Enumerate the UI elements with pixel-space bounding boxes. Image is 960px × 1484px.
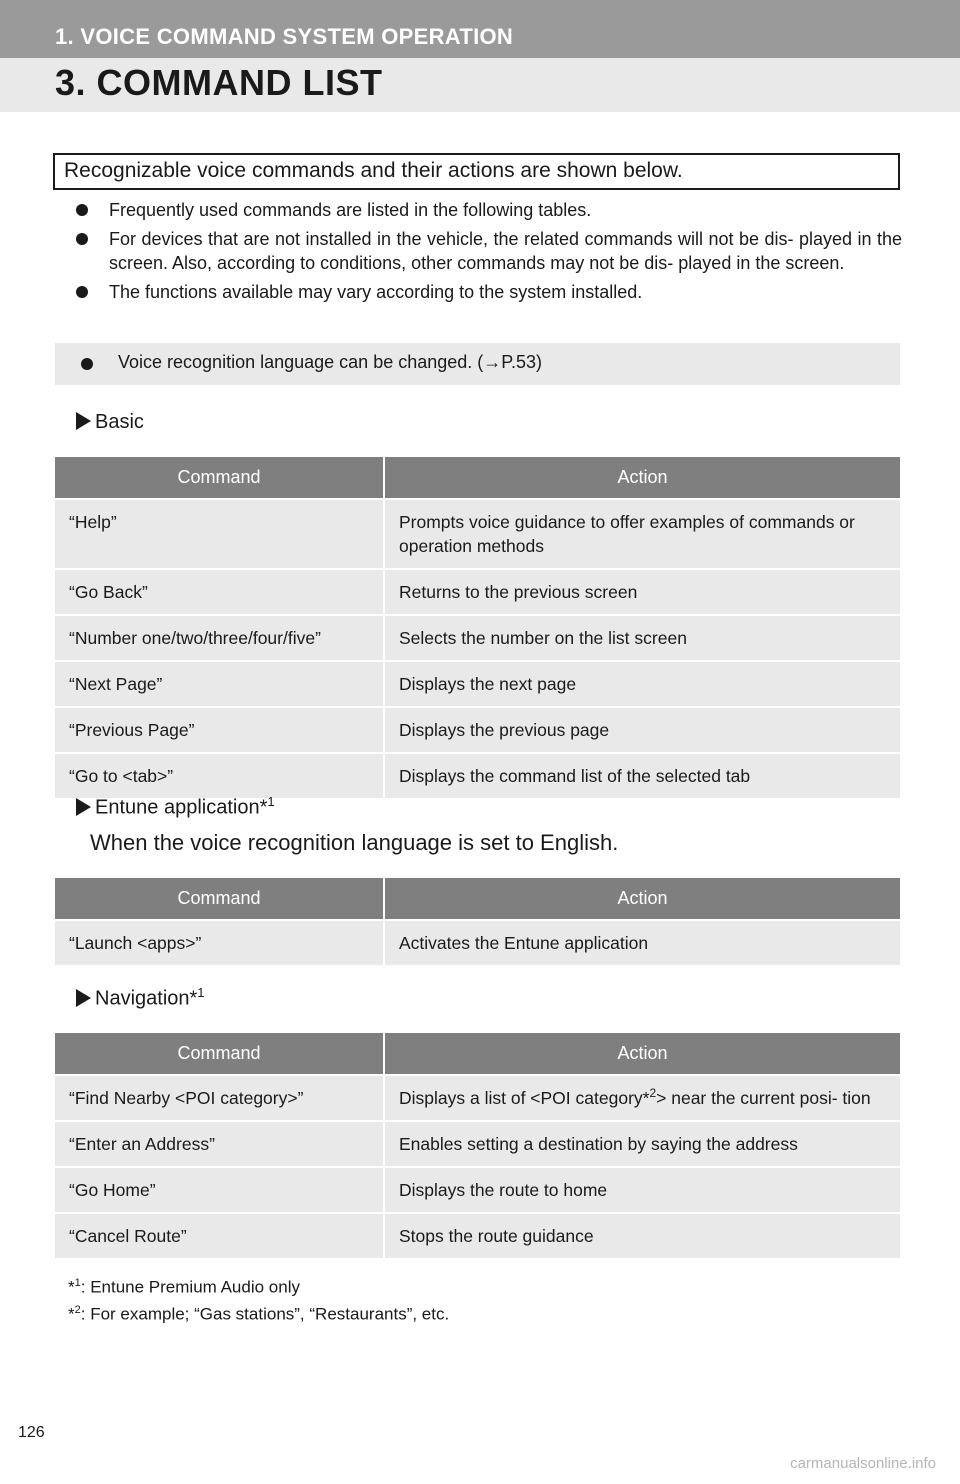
command-cell: “Go to <tab>” bbox=[55, 753, 384, 798]
language-note bbox=[55, 343, 900, 385]
command-cell: “Go Back” bbox=[55, 569, 384, 615]
footnote-marker: 1 bbox=[197, 985, 205, 1000]
command-cell: “Previous Page” bbox=[55, 707, 384, 753]
action-cell: Stops the route guidance bbox=[384, 1213, 900, 1258]
bullet-text: Frequently used commands are listed in the following tables. bbox=[109, 200, 592, 220]
action-cell: Displays the next page bbox=[384, 661, 900, 707]
navigation-heading bbox=[76, 985, 205, 1011]
bullet-dot-icon bbox=[81, 358, 93, 370]
footnote-text: : Entune Premium Audio only bbox=[80, 1277, 300, 1297]
command-cell: “Cancel Route” bbox=[55, 1213, 384, 1258]
triangle-right-icon bbox=[76, 989, 91, 1007]
table-row bbox=[55, 569, 900, 615]
bullet-dot-icon bbox=[76, 233, 88, 245]
action-cell: Displays the previous page bbox=[384, 707, 900, 753]
table-row bbox=[55, 499, 900, 569]
command-cell: “Enter an Address” bbox=[55, 1121, 384, 1167]
column-header-command: Command bbox=[55, 878, 384, 920]
table-row bbox=[55, 1075, 900, 1121]
basic-heading bbox=[76, 411, 144, 434]
bullet-text: For devices that are not installed in the vehicle, the related commands will not be dis- played in the screen. Also, according to conditions, other commands may not be dis- played in the screen. bbox=[109, 229, 902, 273]
navigation-heading-text: Navigation* bbox=[95, 987, 198, 1010]
action-cell: Displays the route to home bbox=[384, 1167, 900, 1213]
action-cell: Enables setting a destination by saying the address bbox=[384, 1121, 900, 1167]
page-title: 3. COMMAND LIST bbox=[55, 62, 383, 103]
intro-box bbox=[53, 153, 900, 190]
triangle-right-icon bbox=[76, 798, 91, 816]
command-cell: “Next Page” bbox=[55, 661, 384, 707]
table-header-row bbox=[55, 878, 900, 920]
footnote-mark: * bbox=[68, 1277, 75, 1297]
triangle-right-icon bbox=[76, 412, 91, 430]
action-cell bbox=[384, 1075, 900, 1121]
basic-command-table bbox=[55, 457, 900, 798]
bullet-item bbox=[72, 280, 902, 304]
footnote-item bbox=[68, 1272, 449, 1299]
footnote-marker: 1 bbox=[74, 1277, 81, 1289]
table-row bbox=[55, 707, 900, 753]
footnote-mark: * bbox=[68, 1304, 75, 1324]
table-header-row bbox=[55, 457, 900, 499]
table-header-row bbox=[55, 1033, 900, 1075]
command-cell: “Go Home” bbox=[55, 1167, 384, 1213]
table-row bbox=[55, 661, 900, 707]
action-cell: Returns to the previous screen bbox=[384, 569, 900, 615]
column-header-command: Command bbox=[55, 1033, 384, 1075]
table-row bbox=[55, 1213, 900, 1258]
table-row bbox=[55, 1121, 900, 1167]
column-header-action: Action bbox=[384, 878, 900, 920]
bullet-list bbox=[72, 198, 902, 309]
footnote-marker: 2 bbox=[74, 1303, 81, 1316]
intro-text: Recognizable voice commands and their actions are shown below. bbox=[64, 159, 683, 182]
command-cell: “Number one/two/three/four/five” bbox=[55, 615, 384, 661]
watermark: carmanualsonline.info bbox=[790, 1455, 936, 1472]
table-row bbox=[55, 1167, 900, 1213]
footnote-text: : For example; “Gas stations”, “Restaurants”, etc. bbox=[80, 1304, 450, 1324]
table-row bbox=[55, 920, 900, 965]
entune-heading-text: Entune application* bbox=[95, 796, 268, 819]
footnote-marker: 1 bbox=[267, 794, 275, 809]
bullet-dot-icon bbox=[76, 204, 88, 216]
navigation-command-table bbox=[55, 1033, 900, 1258]
bullet-item bbox=[72, 198, 902, 222]
action-text: > near the current posi- tion bbox=[656, 1088, 871, 1108]
section-label: 1. VOICE COMMAND SYSTEM OPERATION bbox=[55, 24, 514, 49]
bullet-item bbox=[72, 227, 902, 275]
table-row bbox=[55, 615, 900, 661]
entune-command-table bbox=[55, 878, 900, 965]
action-cell: Selects the number on the list screen bbox=[384, 615, 900, 661]
command-cell: “Find Nearby <POI category>” bbox=[55, 1075, 384, 1121]
header-band bbox=[0, 0, 960, 112]
table-row bbox=[55, 753, 900, 798]
column-header-action: Action bbox=[384, 457, 900, 499]
bullet-text: The functions available may vary according to the system installed. bbox=[109, 282, 643, 302]
entune-language-note: When the voice recognition language is set to English. bbox=[90, 830, 619, 855]
entune-heading bbox=[76, 794, 275, 820]
command-cell: “Launch <apps>” bbox=[55, 920, 384, 965]
footnote-item bbox=[68, 1299, 449, 1326]
command-cell: “Help” bbox=[55, 499, 384, 569]
action-text: Displays a list of <POI category* bbox=[399, 1088, 650, 1108]
bullet-dot-icon bbox=[76, 286, 88, 298]
action-cell: Prompts voice guidance to offer examples of commands or operation methods bbox=[384, 499, 900, 569]
page-number: 126 bbox=[18, 1424, 45, 1441]
column-header-action: Action bbox=[384, 1033, 900, 1075]
language-note-text: Voice recognition language can be changed. (→P.53) bbox=[118, 352, 542, 372]
action-cell: Displays the command list of the selected tab bbox=[384, 753, 900, 798]
basic-heading-text: Basic bbox=[95, 411, 144, 433]
column-header-command: Command bbox=[55, 457, 384, 499]
footnotes bbox=[68, 1272, 449, 1325]
footnote-marker: 2 bbox=[649, 1086, 657, 1101]
action-cell: Activates the Entune application bbox=[384, 920, 900, 965]
